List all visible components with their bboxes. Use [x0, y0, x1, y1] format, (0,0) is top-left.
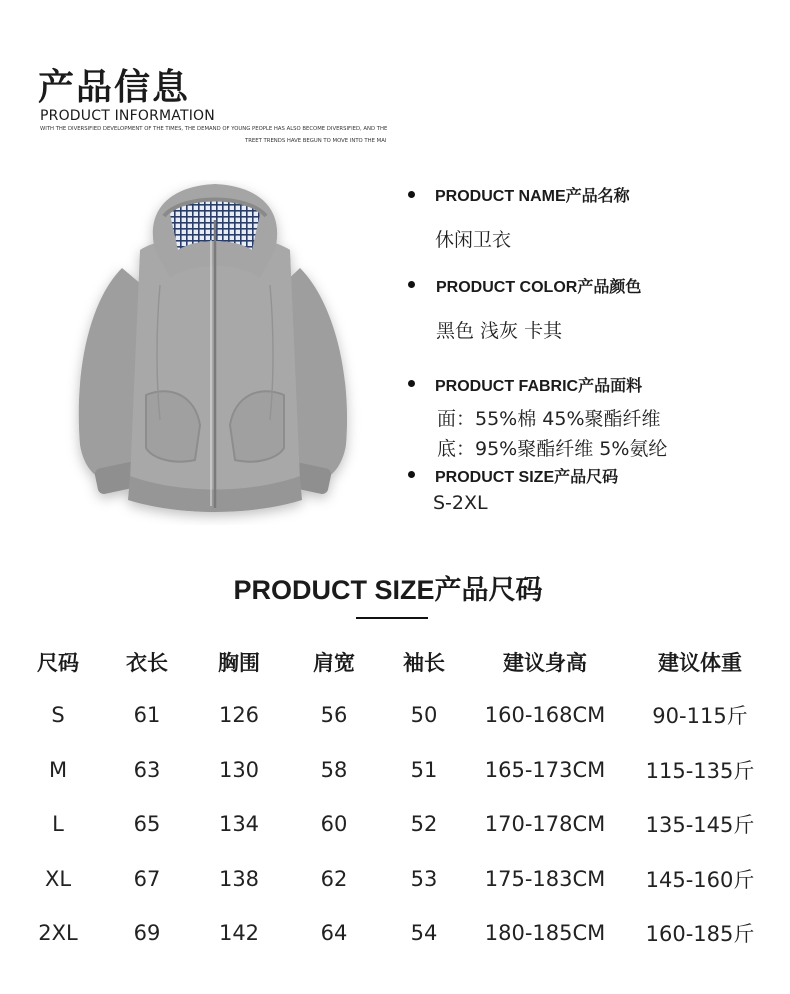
product-image-hoodie — [60, 180, 370, 525]
cell-length: 67 — [133, 866, 161, 891]
size-chart-heading: PRODUCT SIZE产品尺码 — [233, 575, 543, 605]
table-row — [15, 743, 775, 798]
cell-size: M — [48, 757, 68, 782]
tagline-line-1: WITH THE DIVERSIFIED DEVELOPMENT OF THE TIMES, THE DEMAND OF YOUNG PEOPLE HAS ALSO BECOME DIVERSIFIED, AND THE — [40, 126, 388, 132]
column-header-height: 建议身高 — [503, 651, 587, 675]
cell-size: L — [52, 812, 64, 837]
cell-weight: 160-185斤 — [645, 922, 755, 947]
product-fabric-value-outer: 面：55%棉 45%聚酯纤维 — [437, 408, 661, 430]
table-row — [15, 797, 775, 852]
heading-underline — [356, 617, 428, 619]
table-row — [15, 688, 775, 743]
cell-shoulder: 56 — [320, 703, 348, 728]
size-table — [15, 636, 775, 961]
cell-chest: 142 — [218, 921, 260, 946]
cell-length: 61 — [133, 703, 161, 728]
table-row — [15, 906, 775, 961]
cell-size: 2XL — [38, 921, 78, 946]
cell-length: 63 — [133, 757, 161, 782]
cell-size: S — [51, 703, 65, 728]
cell-height: 180-185CM — [484, 921, 606, 946]
product-name-label: PRODUCT NAME产品名称 — [435, 188, 630, 205]
cell-chest: 126 — [218, 703, 260, 728]
cell-sleeve: 52 — [410, 812, 438, 837]
cell-chest: 138 — [218, 866, 260, 891]
product-name-value: 休闲卫衣 — [435, 229, 512, 251]
cell-size: XL — [44, 866, 72, 891]
cell-weight: 90-115斤 — [652, 704, 748, 729]
page-title: 产品信息 — [38, 67, 191, 108]
cell-height: 170-178CM — [484, 812, 606, 837]
cell-sleeve: 50 — [410, 703, 438, 728]
cell-height: 175-183CM — [484, 866, 606, 891]
cell-length: 69 — [133, 921, 161, 946]
cell-weight: 145-160斤 — [645, 867, 755, 892]
cell-sleeve: 54 — [410, 921, 438, 946]
cell-chest: 134 — [218, 812, 260, 837]
column-header-length: 衣长 — [126, 651, 168, 675]
column-header-weight: 建议体重 — [658, 651, 742, 675]
table-header-row — [15, 636, 775, 688]
tagline-line-2: TREET TRENDS HAVE BEGUN TO MOVE INTO THE MAI — [245, 138, 387, 144]
cell-sleeve: 51 — [410, 757, 438, 782]
product-fabric-value-inner: 底：95%聚酯纤维 5%氨纶 — [437, 438, 668, 460]
bullet-icon — [408, 281, 415, 288]
cell-shoulder: 64 — [320, 921, 348, 946]
product-size-value: S-2XL — [433, 492, 488, 514]
cell-length: 65 — [133, 812, 161, 837]
table-row — [15, 852, 775, 907]
product-size-label: PRODUCT SIZE产品尺码 — [435, 469, 619, 486]
product-color-value: 黑色 浅灰 卡其 — [436, 320, 563, 342]
bullet-icon — [408, 191, 415, 198]
cell-sleeve: 53 — [410, 866, 438, 891]
cell-shoulder: 60 — [320, 812, 348, 837]
column-header-sleeve: 袖长 — [403, 651, 445, 675]
product-fabric-label: PRODUCT FABRIC产品面料 — [435, 378, 643, 395]
cell-height: 165-173CM — [484, 757, 606, 782]
cell-height: 160-168CM — [484, 703, 606, 728]
cell-weight: 135-145斤 — [645, 813, 755, 838]
cell-shoulder: 62 — [320, 866, 348, 891]
cell-weight: 115-135斤 — [645, 758, 755, 783]
cell-chest: 130 — [218, 757, 260, 782]
column-header-chest: 胸围 — [218, 651, 260, 675]
cell-shoulder: 58 — [320, 757, 348, 782]
bullet-icon — [408, 471, 415, 478]
column-header-size: 尺码 — [37, 651, 79, 675]
column-header-shoulder: 肩宽 — [313, 651, 355, 675]
page-subtitle: PRODUCT INFORMATION — [40, 108, 215, 124]
product-color-label: PRODUCT COLOR产品颜色 — [436, 279, 642, 296]
bullet-icon — [408, 380, 415, 387]
